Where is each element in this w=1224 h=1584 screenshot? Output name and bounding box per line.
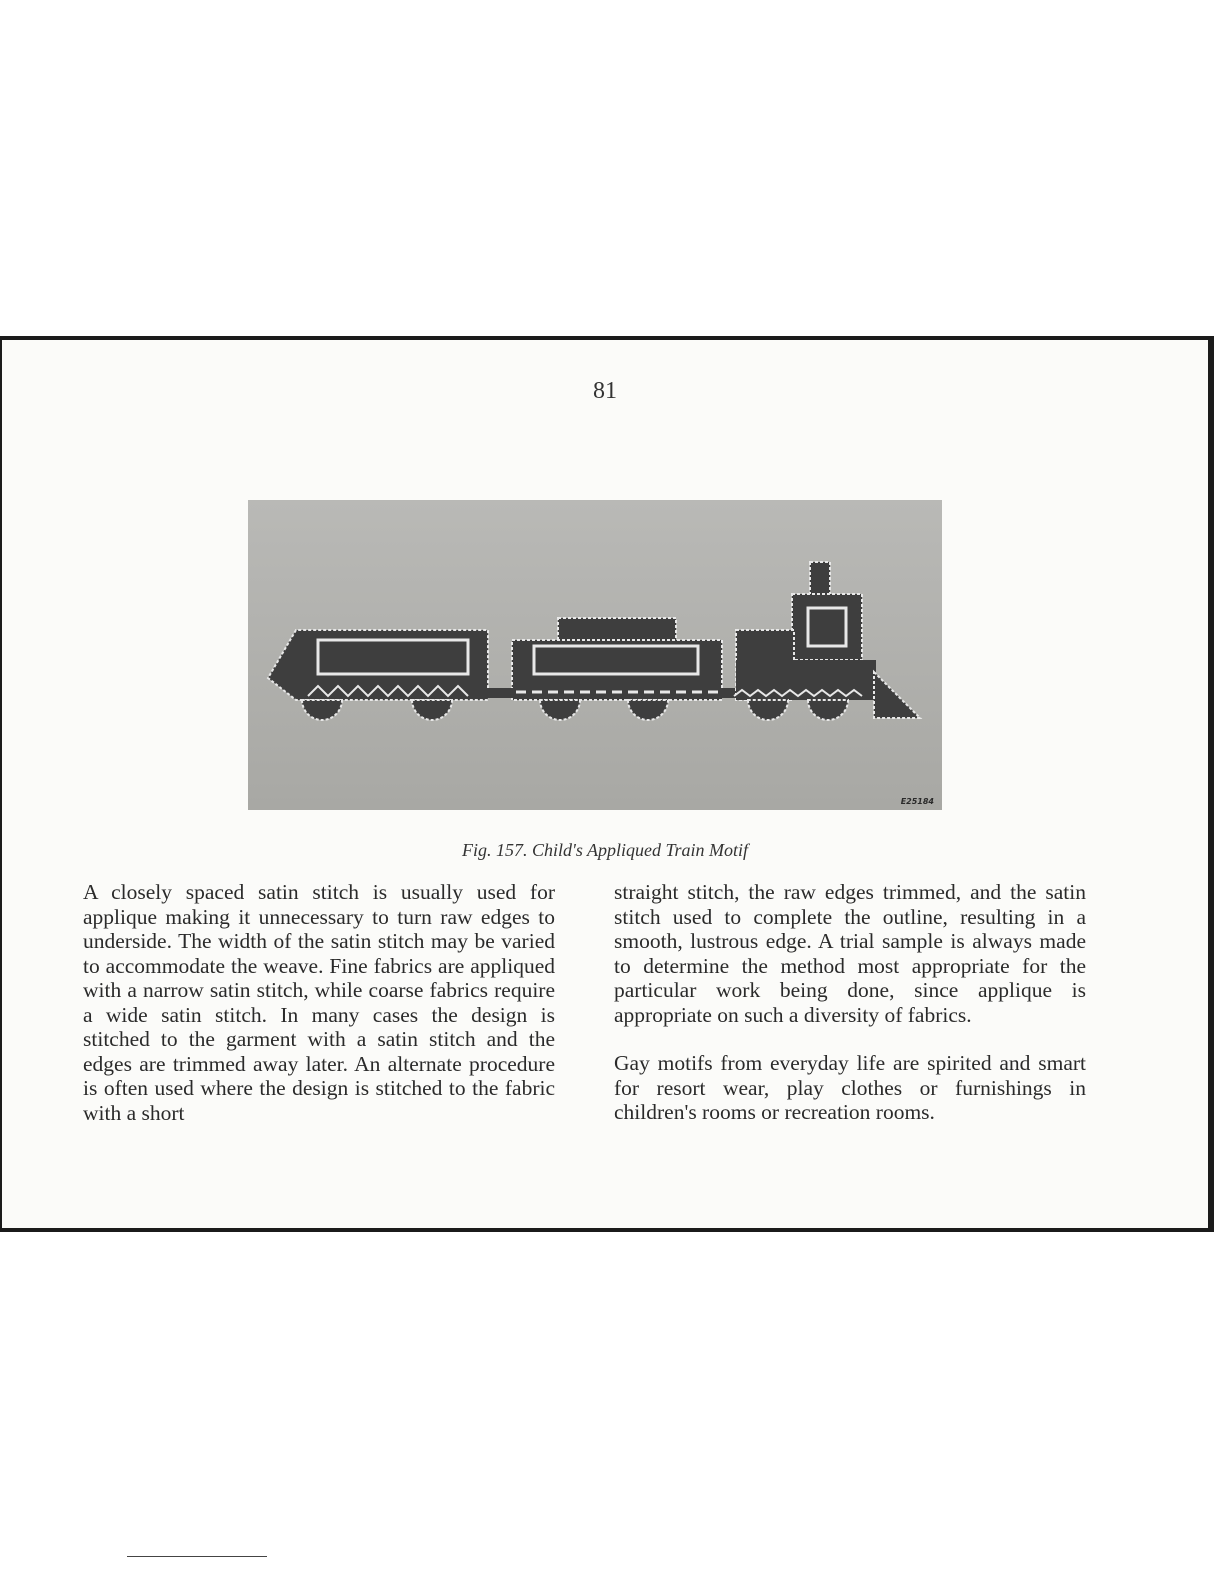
paragraph-right-2: Gay motifs from everyday life are spirited and smart for resort wear, play clothes or furnishings in children's rooms or recreation rooms.	[614, 1051, 1086, 1124]
paragraph-gap	[614, 1027, 1086, 1051]
figure-plate-code: E25184	[900, 797, 934, 806]
footnote-rule	[127, 1556, 267, 1557]
figure-caption: Fig. 157. Child's Appliqued Train Motif	[461, 840, 749, 860]
text-column-left	[83, 880, 555, 1125]
paragraph-right-1: straight stitch, the raw edges trimmed, and the satin stitch used to complete the outline, resulting in a smooth, lustrous edge. A trial sample is always made to determine the method most appropriate for the particular work being done, since applique is appropriate on such a diversity of fabrics.	[614, 880, 1086, 1027]
text-column-right	[614, 880, 1086, 1125]
paragraph-left: A closely spaced satin stitch is usually used for applique making it unnecessary to turn raw edges to underside. The width of the satin stitch may be varied to accommodate the weave. Fine fabrics are appliqued with a narrow satin stitch, while coarse fabrics require a wide satin stitch. In many cases the design is stitched to the garment with a satin stitch and the edges are trimmed away later. An alternate procedure is often used where the design is stitched to the fabric with a short	[83, 880, 555, 1125]
figure-train-photo	[248, 500, 942, 810]
book-page	[0, 336, 1214, 1232]
page-number: 81	[593, 378, 617, 404]
